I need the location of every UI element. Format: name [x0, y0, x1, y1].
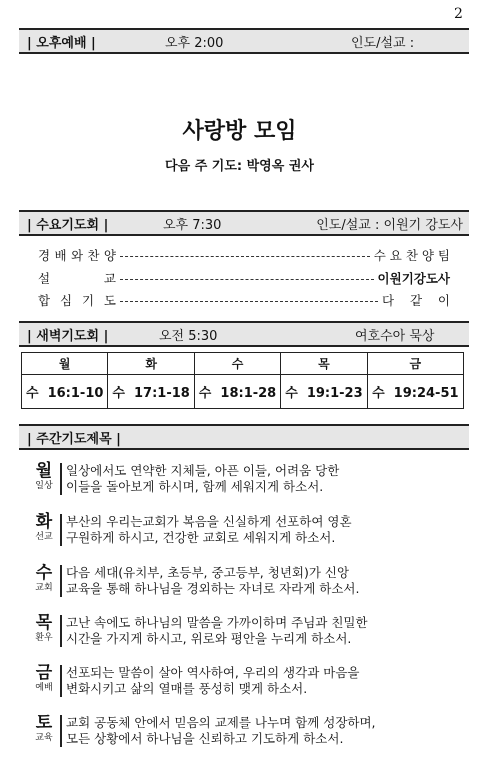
- afternoon-service-title: 오후예배: [36, 35, 87, 51]
- order-value: 이원기강도사: [377, 271, 450, 286]
- prayer-topic: 예배: [35, 683, 53, 693]
- afternoon-service-time: 오후 2:00: [165, 35, 224, 51]
- wednesday-service-bar: [19, 210, 469, 236]
- order-row-sermon: [38, 269, 450, 287]
- weekly-prayer-title: 주간기도제목: [36, 431, 112, 447]
- prayer-line: 시간을 가지게 하시고, 위로와 평안을 누리게 하소서.: [66, 631, 352, 646]
- prayer-line: 구원하게 하시고, 건강한 교회로 세워지게 하소서.: [66, 530, 336, 545]
- afternoon-service-heading: | 오후예배 |: [27, 35, 96, 51]
- order-value: 수 요 찬 양 팀: [373, 248, 450, 263]
- prayer-line: 변화시키고 삶의 열매를 풍성히 맺게 하소서.: [66, 681, 308, 696]
- day-header: 화: [108, 353, 194, 375]
- prayer-day: 수: [35, 563, 53, 583]
- prayer-line: 교회 공동체 안에서 믿음의 교제를 나누며 함께 성장하며,: [66, 715, 376, 730]
- prayer-line: 고난 속에도 하나님의 말씀을 가까이하며 주님과 친밀한: [66, 615, 368, 630]
- table-row: [22, 375, 464, 409]
- next-prayer-note: 다음 주 기도: 박영옥 권사: [165, 159, 314, 174]
- prayer-topic: 교육: [35, 733, 53, 743]
- wednesday-service-leader: 인도/설교 : 이원기 강도사: [316, 217, 463, 233]
- order-value: 다 같 이: [381, 293, 450, 308]
- reading-cell: 수 18:1-28: [194, 375, 280, 409]
- order-label: 설 교: [38, 271, 116, 286]
- prayer-day: 금: [35, 663, 53, 683]
- order-label: 합 심 기 도: [38, 293, 116, 308]
- dotted-leader: [120, 279, 374, 280]
- prayer-line: 부산의 우리는교회가 복음을 신실하게 선포하여 영혼: [66, 514, 352, 529]
- dawn-service-bar: [19, 321, 469, 347]
- wednesday-service-heading: | 수요기도회 |: [27, 217, 109, 233]
- day-header: 수: [194, 353, 280, 375]
- day-header: 목: [281, 353, 367, 375]
- prayer-topic: 선교: [35, 532, 53, 542]
- order-row-praise: [38, 246, 450, 264]
- dotted-leader: [120, 256, 370, 257]
- dawn-service-heading: | 새벽기도회 |: [27, 328, 109, 344]
- weekly-prayer-heading: | 주간기도제목 |: [27, 431, 121, 447]
- prayer-day: 월: [35, 461, 53, 481]
- prayer-line: 이들을 돌아보게 하시며, 함께 세워지게 하소서.: [66, 479, 324, 494]
- day-header: 금: [367, 353, 463, 375]
- wednesday-service-title: 수요기도회: [36, 217, 100, 233]
- prayer-line: 다음 세대(유치부, 초등부, 중고등부, 청년회)가 신앙: [66, 565, 350, 580]
- prayer-topic: 교회: [35, 583, 53, 593]
- prayer-topic: 일상: [35, 481, 53, 491]
- table-header-row: [22, 353, 464, 375]
- dawn-service-time: 오전 5:30: [159, 328, 218, 344]
- afternoon-service-bar: [19, 28, 469, 54]
- prayer-day: 목: [35, 613, 53, 633]
- order-row-prayer: [38, 291, 450, 309]
- order-label: 경 배 와 찬 양: [38, 248, 116, 263]
- reading-cell: 수 19:1-23: [281, 375, 367, 409]
- dawn-service-note: 여호수아 묵상: [355, 328, 435, 344]
- weekly-prayer-bar: [19, 424, 469, 450]
- dotted-leader: [120, 301, 378, 302]
- prayer-day: 토: [35, 713, 53, 733]
- prayer-line: 선포되는 말씀이 살아 역사하여, 우리의 생각과 마음을: [66, 665, 360, 680]
- prayer-topic: 환우: [35, 633, 53, 643]
- group-meeting-title: 사랑방 모임: [182, 119, 297, 144]
- reading-cell: 수 17:1-18: [108, 375, 194, 409]
- wednesday-service-time: 오후 7:30: [163, 217, 222, 233]
- reading-cell: 수 19:24-51: [367, 375, 463, 409]
- afternoon-service-leader: 인도/설교 :: [351, 35, 415, 51]
- dawn-reading-table: [21, 352, 464, 409]
- reading-cell: 수 16:1-10: [22, 375, 108, 409]
- prayer-line: 교육을 통해 하나님을 경외하는 자녀로 자라게 하소서.: [66, 581, 360, 596]
- page-number: 2: [454, 6, 463, 22]
- dawn-service-title: 새벽기도회: [36, 328, 100, 344]
- prayer-day: 화: [35, 512, 53, 532]
- day-header: 월: [22, 353, 108, 375]
- prayer-line: 모든 상황에서 하나님을 신뢰하고 기도하게 하소서.: [66, 731, 344, 746]
- prayer-line: 일상에서도 연약한 지체들, 아픈 이들, 어려움 당한: [66, 463, 340, 478]
